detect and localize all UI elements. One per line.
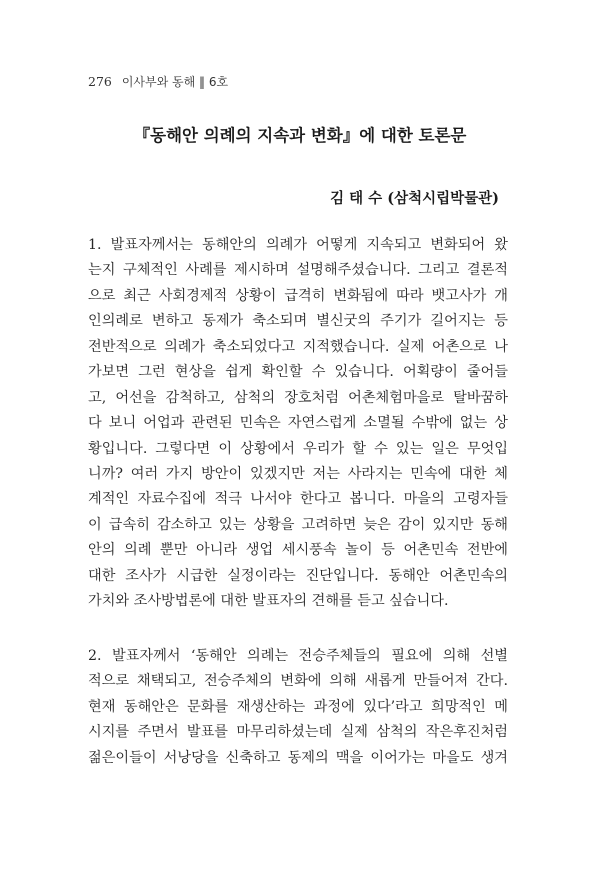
text-line: 적으로 채택되고, 전승주체의 변화에 의해 새롭게 만들어져 간다. bbox=[88, 673, 508, 690]
text-line: 현재 동해안은 문화를 재생산하는 과정에 있다’라고 희망적인 메 bbox=[88, 698, 508, 715]
paragraph-1 bbox=[88, 233, 508, 615]
author-byline: 김 태 수 (삼척시립박물관) bbox=[330, 190, 499, 207]
text-line: 안의 의례 뿐만 아니라 생업 세시풍속 놀이 등 어촌민속 전반에 bbox=[88, 542, 508, 559]
paragraph-2 bbox=[88, 644, 508, 771]
page-number: 276 bbox=[88, 74, 112, 89]
text-line: 이 급속히 감소하고 있는 상황을 고려하면 늦은 감이 있지만 동해 bbox=[88, 516, 508, 533]
text-line: 젊은이들이 서낭당을 신축하고 동제의 맥을 이어가는 마을도 생겨 bbox=[88, 749, 508, 766]
text-line: 인의례로 변하고 동제가 축소되며 별신굿의 주기가 길어지는 등 bbox=[88, 313, 508, 330]
text-line: 고, 어선을 감척하고, 삼척의 장호처럼 어촌체험마을로 탈바꿈하 bbox=[88, 389, 508, 406]
text-line: 2. 발표자께서 ‘동해안 의례는 전승주체들의 필요에 의해 선별 bbox=[88, 648, 508, 664]
text-line: 1. 발표자께서는 동해안의 의례가 어떻게 지속되고 변화되어 왔 bbox=[88, 237, 508, 253]
article-title: 『동해안 의례의 지속과 변화』에 대한 토론문 bbox=[133, 126, 467, 145]
text-line: 가보면 그런 현상을 쉽게 확인할 수 있습니다. 어획량이 줄어들 bbox=[88, 364, 508, 381]
text-line: 다 보니 어업과 관련된 민속은 자연스럽게 소멸될 수밖에 없는 상 bbox=[88, 415, 508, 432]
text-line: 황입니다. 그렇다면 이 상황에서 우리가 할 수 있는 일은 무엇입 bbox=[88, 440, 508, 457]
text-line: 는지 구체적인 사례를 제시하며 설명해주셨습니다. 그리고 결론적 bbox=[88, 262, 508, 279]
text-line: 시지를 주면서 발표를 마무리하셨는데 실제 삼척의 작은후진처럼 bbox=[88, 724, 508, 741]
text-line: 으로 최근 사회경제적 상황이 급격히 변화됨에 따라 뱃고사가 개 bbox=[88, 287, 508, 304]
text-line: 가치와 조사방법론에 대한 발표자의 견해를 듣고 싶습니다. bbox=[88, 593, 449, 610]
journal-name: 이사부와 동해 ‖ 6호 bbox=[121, 75, 229, 89]
text-line: 대한 조사가 시급한 실정이라는 진단입니다. 동해안 어촌민속의 bbox=[88, 567, 508, 584]
running-header bbox=[88, 73, 228, 90]
text-line: 니까? 여러 가지 방안이 있겠지만 저는 사라지는 민속에 대한 체 bbox=[88, 465, 508, 482]
text-line: 전반적으로 의례가 축소되었다고 지적했습니다. 실제 어촌으로 나 bbox=[88, 338, 508, 355]
text-line: 계적인 자료수집에 적극 나서야 한다고 봅니다. 마을의 고령자들 bbox=[88, 491, 508, 508]
